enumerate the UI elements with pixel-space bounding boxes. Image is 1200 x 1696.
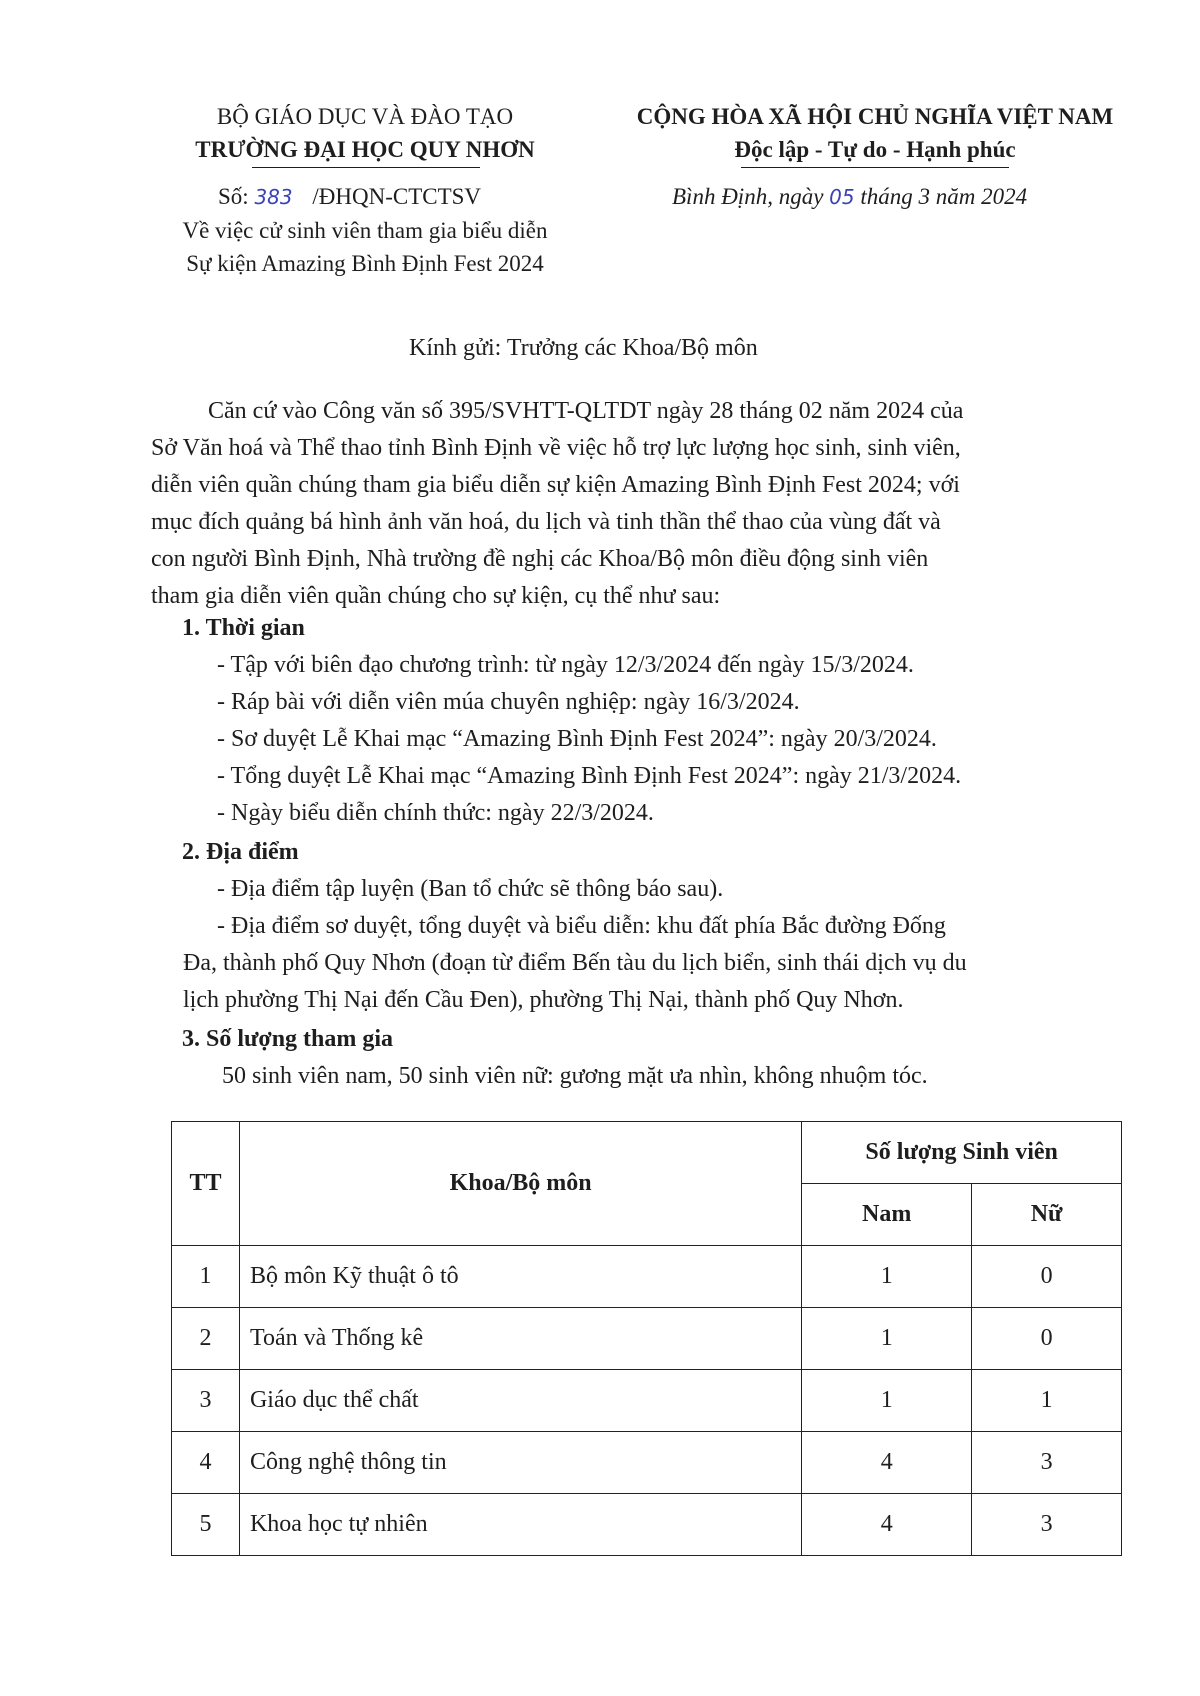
document-number [218, 184, 481, 210]
section-time-heading: 1. Thời gian [182, 615, 305, 641]
place-item: - Địa điểm tập luyện (Ban tổ chức sẽ thông báo sau). [217, 876, 724, 902]
country-name: CỘNG HÒA XÃ HỘI CHỦ NGHĨA VIỆT NAM [636, 104, 1114, 129]
column-header-unit: Khoa/Bộ môn [239, 1122, 801, 1246]
cell-unit: Giáo dục thể chất [239, 1370, 801, 1432]
time-item: - Tập với biên đạo chương trình: từ ngày 12/3/2024 đến ngày 15/3/2024. [217, 652, 914, 678]
table-row [172, 1370, 1122, 1432]
intro-line: diễn viên quần chúng tham gia biểu diễn sự kiện Amazing Bình Định Fest 2024; với [151, 472, 960, 498]
intro-line: con người Bình Định, Nhà trường đề nghị các Khoa/Bộ môn điều động sinh viên [151, 546, 929, 572]
cell-female: 3 [972, 1432, 1122, 1494]
number-prefix: Số: [218, 184, 249, 209]
subject-line-2: Sự kiện Amazing Bình Định Fest 2024 [186, 251, 544, 276]
cell-unit: Công nghệ thông tin [239, 1432, 801, 1494]
intro-line: tham gia diễn viên quần chúng cho sự kiện, cụ thể như sau: [151, 583, 721, 609]
cell-unit: Bộ môn Kỹ thuật ô tô [239, 1246, 801, 1308]
cell-female: 1 [972, 1370, 1122, 1432]
handwritten-number: 383 [254, 185, 293, 209]
cell-tt: 3 [172, 1370, 240, 1432]
column-header-male: Nam [802, 1184, 972, 1246]
cell-tt: 4 [172, 1432, 240, 1494]
time-item: - Sơ duyệt Lễ Khai mạc “Amazing Bình Định Fest 2024”: ngày 20/3/2024. [217, 726, 937, 752]
intro-line: Sở Văn hoá và Thể thao tỉnh Bình Định về việc hỗ trợ lực lượng học sinh, sinh viên, [151, 435, 961, 461]
time-item: - Tổng duyệt Lễ Khai mạc “Amazing Bình Định Fest 2024”: ngày 21/3/2024. [217, 763, 962, 789]
national-motto: Độc lập - Tự do - Hạnh phúc [734, 137, 1016, 162]
motto-underline [741, 167, 1009, 168]
time-item: - Ngày biểu diễn chính thức: ngày 22/3/2024. [217, 800, 654, 826]
section-place-heading: 2. Địa điểm [182, 839, 299, 865]
student-allocation-table [171, 1121, 1122, 1556]
cell-female: 3 [972, 1494, 1122, 1556]
cell-tt: 5 [172, 1494, 240, 1556]
section-count-heading: 3. Số lượng tham gia [182, 1026, 394, 1052]
table-row [172, 1494, 1122, 1556]
cell-male: 1 [802, 1246, 972, 1308]
intro-line: Căn cứ vào Công văn số 395/SVHTT-QLTDT ngày 28 tháng 02 năm 2024 của [208, 398, 964, 424]
number-suffix: /ĐHQN-CTCTSV [312, 184, 482, 209]
place-item-continued: lịch phường Thị Nại đến Cầu Đen), phường Thị Nại, thành phố Quy Nhơn. [183, 987, 904, 1013]
issue-date [672, 184, 1027, 210]
date-suffix: tháng 3 năm 2024 [860, 184, 1028, 209]
cell-male: 1 [802, 1370, 972, 1432]
cell-unit: Khoa học tự nhiên [239, 1494, 801, 1556]
date-prefix: Bình Định, ngày [672, 184, 824, 209]
cell-male: 4 [802, 1432, 972, 1494]
recipient-line: Kính gửi: Trưởng các Khoa/Bộ môn [409, 335, 758, 361]
cell-male: 1 [802, 1308, 972, 1370]
count-text: 50 sinh viên nam, 50 sinh viên nữ: gương mặt ưa nhìn, không nhuộm tóc. [222, 1063, 928, 1089]
subject-line-1: Về việc cử sinh viên tham gia biểu diễn [182, 218, 548, 243]
column-header-tt: TT [172, 1122, 240, 1246]
cell-male: 4 [802, 1494, 972, 1556]
place-item-continued: Đa, thành phố Quy Nhơn (đoạn từ điểm Bến tàu du lịch biển, sinh thái dịch vụ du [183, 950, 967, 976]
table-row [172, 1432, 1122, 1494]
ministry-name: BỘ GIÁO DỤC VÀ ĐÀO TẠO [216, 104, 514, 129]
column-header-count: Số lượng Sinh viên [802, 1122, 1122, 1184]
time-item: - Ráp bài với diễn viên múa chuyên nghiệp: ngày 16/3/2024. [217, 689, 800, 715]
cell-tt: 2 [172, 1308, 240, 1370]
university-name: TRƯỜNG ĐẠI HỌC QUY NHƠN [195, 137, 535, 162]
cell-female: 0 [972, 1308, 1122, 1370]
intro-line: mục đích quảng bá hình ảnh văn hoá, du lịch và tinh thần thể thao của vùng đất và [151, 509, 941, 535]
table-row [172, 1308, 1122, 1370]
university-underline [252, 167, 480, 168]
handwritten-day: 05 [829, 185, 855, 209]
column-header-female: Nữ [972, 1184, 1122, 1246]
place-item: - Địa điểm sơ duyệt, tổng duyệt và biểu diễn: khu đất phía Bắc đường Đống [217, 913, 946, 939]
table-row [172, 1246, 1122, 1308]
cell-unit: Toán và Thống kê [239, 1308, 801, 1370]
cell-tt: 1 [172, 1246, 240, 1308]
cell-female: 0 [972, 1246, 1122, 1308]
